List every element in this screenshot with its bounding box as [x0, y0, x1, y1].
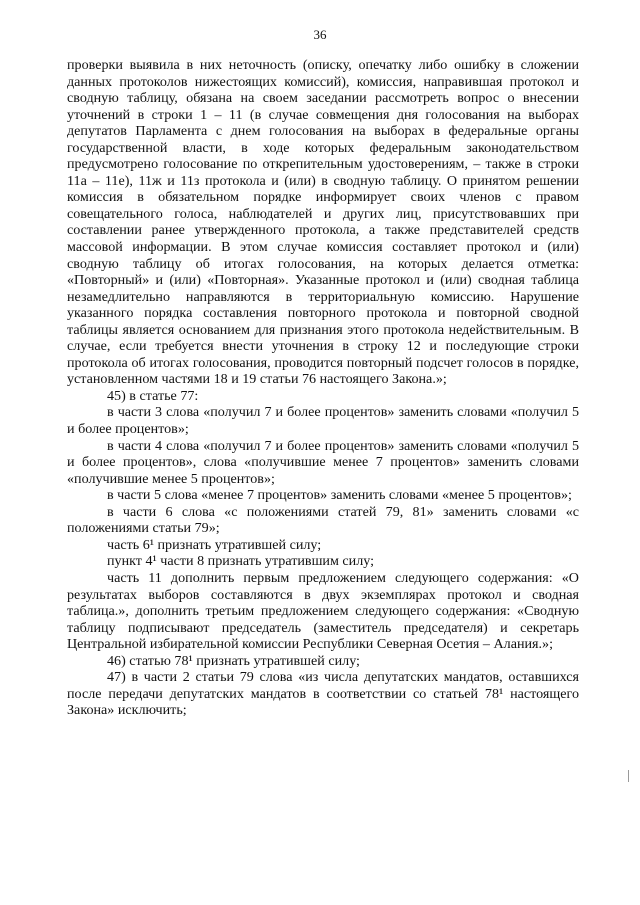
paragraph-part-5: в части 5 слова «менее 7 процентов» заменить словами «менее 5 процентов»; [107, 487, 572, 504]
paragraph-item-47: 47) в части 2 статьи 79 слова «из числа депутатских мандатов, оставшихся после передачи депутатских мандатов в соответствии со статьей 78¹ настоящего Закона» исключить; [67, 669, 579, 719]
paragraph-part-6-1: часть 6¹ признать утратившей силу; [107, 536, 322, 553]
paragraph-part-6: в части 6 слова «с положениями статей 79, 81» заменить словами «с положениями статьи 79»; [67, 503, 579, 537]
paragraph-part-4: в части 4 слова «получил 7 и более процентов» заменить словами «получил 5 и более процентов», слова «получившие менее 7 процентов» заменить словами «получившие менее 5 процентов»; [67, 437, 579, 487]
document-body [67, 57, 579, 719]
paragraph-part-11: часть 11 дополнить первым предложением следующего содержания: «О результатах выборов составляются в двух экземплярах протокол и сводная таблица.», дополнить третьим предложением следующего содержания: «Сводную таблицу подписывают председатель (заместитель председателя) и секретарь Центральной избирательной комиссии Республики Северная Осетия – Алания.»; [67, 569, 579, 653]
paragraph-part-3: в части 3 слова «получил 7 и более процентов» заменить словами «получил 5 и более процентов»; [67, 404, 579, 438]
paragraph-point-4-1: пункт 4¹ части 8 признать утратившим силу; [107, 553, 375, 570]
paragraph-continuation: проверки выявила в них неточность (описку, опечатку либо ошибку в сложении данных протоколов нижестоящих комиссий), комиссия, направившая протокол и сводную таблицу, обязана на своем заседании рассмотреть вопрос о внесении уточнений в строки 1 – 11 (в случае совмещения дня голосования на выборах депутатов Парламента с днем голосования на выборах в федеральные органы государственной власти, в ходе которых федеральным законодательством предусмотрено голосование по открепительным удостоверениям, – также в строки 11а – 11е), 11ж и 11з протокола и (или) в сводную таблицу. О принятом решении комиссия в обязательном порядке информирует своих членов с правом совещательного голоса, наблюдателей и других лиц, присутствовавших при составлении ранее утвержденного протокола, а также представителей средств массовой информации. В этом случае комиссия составляет протокол и (или) сводную таблицу об итогах голосования, на которых делается отметка: «Повторный» и (или) «Повторная». Указанные протокол и (или) сводная таблица незамедлительно направляются в территориальную комиссию. Нарушение указанного порядка составления повторного протокола и повторной сводной таблицы является основанием для признания этого протокола недействительным. В случае, если требуется внести уточнения в строку 12 и последующие строки протокола об итогах голосования, проводится повторный подсчет голосов в порядке, установленном частями 18 и 19 статьи 76 настоящего Закона.»; [67, 57, 579, 388]
scan-margin-mark [628, 770, 629, 782]
page-number: 36 [313, 27, 327, 42]
paragraph-item-46: 46) статью 78¹ признать утратившей силу; [107, 652, 360, 669]
paragraph-item-45: 45) в статье 77: [107, 387, 199, 404]
